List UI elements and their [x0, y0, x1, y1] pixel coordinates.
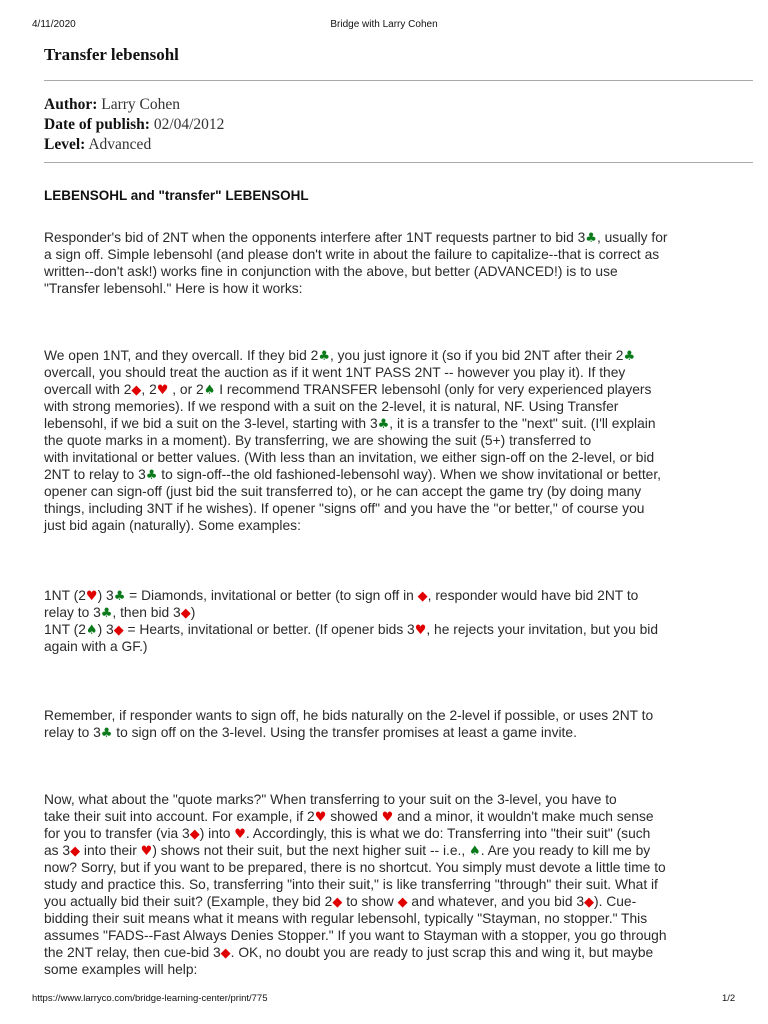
text-line — [44, 246, 756, 263]
text-run: = Hearts, invitational or better. (If opener bids 3 — [123, 622, 415, 637]
text-line — [44, 229, 756, 246]
club-icon: ♣ — [623, 349, 636, 364]
text-line — [44, 944, 756, 961]
text-run: , you just ignore it (so if you bid 2NT after their 2 — [329, 348, 624, 363]
heart-icon: ♥ — [85, 589, 98, 604]
club-icon: ♣ — [145, 468, 158, 483]
text-line — [44, 707, 756, 724]
text-run: to sign off on the 3-level. Using the transfer promises at least a game invite. — [112, 725, 577, 740]
level-value: Advanced — [88, 136, 152, 153]
club-icon: ♣ — [585, 231, 597, 246]
text-run: as 3 — [44, 843, 71, 858]
text-run: , responder would have bid 2NT to — [427, 588, 639, 603]
meta-divider — [44, 162, 753, 163]
text-run: some examples will help: — [44, 962, 198, 977]
spade-icon: ♠ — [469, 844, 481, 859]
text-run: ). Cue- — [594, 894, 637, 909]
text-run: take their suit into account. For example, if 2 — [44, 809, 315, 824]
print-page-title: Bridge with Larry Cohen — [330, 19, 438, 30]
text-line — [44, 500, 756, 517]
text-run: with strong memories). If we respond with a suit on the 2-level, it is natural, NF. Using Transfer — [44, 399, 619, 414]
text-run: , it is a transfer to the "next" suit. (I'll explain — [389, 416, 656, 431]
text-line — [44, 910, 756, 927]
text-run: and a minor, it wouldn't make much sense — [393, 809, 654, 824]
spade-icon: ♠ — [85, 623, 98, 638]
text-run: ) into — [199, 826, 235, 841]
text-run: = Diamonds, invitational or better (to sign off in — [125, 588, 418, 603]
text-line — [44, 364, 756, 381]
diamond-icon: ◆ — [584, 895, 595, 910]
diamond-icon: ◆ — [417, 589, 428, 604]
text-line — [44, 724, 756, 741]
publish-date-value: 02/04/2012 — [153, 116, 225, 133]
diamond-icon: ◆ — [70, 844, 81, 859]
text-run: lebensohl, if we bid a suit on the 3-level, starting with 3 — [44, 416, 378, 431]
text-run: with invitational or better values. (With less than an invitation, we either sign-off on the 2-level, or bid — [44, 450, 655, 465]
text-run: I recommend TRANSFER lebensohl (only for very experienced players — [215, 382, 652, 397]
club-icon: ♣ — [100, 606, 113, 621]
club-icon: ♣ — [100, 726, 113, 741]
text-line — [44, 961, 756, 978]
text-run: 1NT (2 — [44, 622, 86, 637]
text-run: overcall with 2 — [44, 382, 132, 397]
publish-date-line — [44, 115, 224, 135]
text-run: overcall, you should treat the auction as if it went 1NT PASS 2NT -- however you play it). If they — [44, 365, 626, 380]
paragraph-5 — [44, 791, 756, 978]
text-run: the 2NT relay, then cue-bid 3 — [44, 945, 221, 960]
text-line — [44, 432, 756, 449]
text-line — [44, 604, 756, 621]
text-line — [44, 927, 756, 944]
author-label: Author: — [44, 96, 98, 113]
heart-icon: ♥ — [381, 810, 394, 825]
text-run: now? Sorry, but if you want to be prepared, there is no shortcut. You simply must devote a little time to — [44, 860, 666, 875]
text-run: Remember, if responder wants to sign off, he bids naturally on the 2-level if possible, or uses 2NT to — [44, 708, 654, 723]
club-icon: ♣ — [377, 417, 390, 432]
level-label: Level: — [44, 136, 86, 153]
heart-icon: ♥ — [234, 827, 246, 842]
text-run: ) 3 — [97, 622, 114, 637]
print-url: https://www.larryco.com/bridge-learning-center/print/775 — [32, 993, 268, 1004]
paragraph-2 — [44, 347, 756, 534]
text-line — [44, 449, 756, 466]
heart-icon: ♥ — [414, 623, 427, 638]
paragraph-3 — [44, 587, 756, 655]
text-run: relay to 3 — [44, 605, 101, 620]
title-divider — [44, 80, 753, 81]
text-line — [44, 381, 756, 398]
text-run: opener can sign-off (just bid the suit transferred to), or he can accept the game try (by doing many — [44, 484, 642, 499]
text-run: . Accordingly, this is what we do: Transferring into "their suit" (such — [245, 826, 651, 841]
club-icon: ♣ — [113, 589, 126, 604]
text-line — [44, 876, 756, 893]
section-title: LEBENSOHL and "transfer" LEBENSOHL — [44, 188, 309, 203]
text-run: a sign off. Simple lebensohl (and please don't write in about the failure to capitalize--that is correct as — [44, 247, 660, 262]
text-line — [44, 638, 756, 655]
text-line — [44, 517, 756, 534]
text-run: , or 2 — [168, 382, 204, 397]
diamond-icon: ◆ — [180, 606, 191, 621]
text-run: , usually for — [596, 230, 668, 245]
diamond-icon: ◆ — [220, 946, 231, 961]
text-line — [44, 587, 756, 604]
heart-icon: ♥ — [140, 844, 153, 859]
text-line — [44, 398, 756, 415]
spade-icon: ♠ — [203, 383, 216, 398]
text-run: showed — [326, 809, 382, 824]
text-run: ) shows not their suit, but the next higher suit -- i.e., — [152, 843, 470, 858]
author-line — [44, 95, 180, 115]
text-run: to show — [342, 894, 398, 909]
text-run: , he rejects your invitation, but you bid — [426, 622, 659, 637]
text-line — [44, 791, 756, 808]
text-run: again with a GF.) — [44, 639, 148, 654]
paragraph-4 — [44, 707, 756, 741]
text-line — [44, 347, 756, 364]
text-run: , 2 — [141, 382, 157, 397]
text-line — [44, 621, 756, 638]
text-run: relay to 3 — [44, 725, 101, 740]
diamond-icon: ◆ — [113, 623, 124, 638]
text-line — [44, 483, 756, 500]
diamond-icon: ◆ — [131, 383, 142, 398]
text-run: just bid again (naturally). Some examples: — [44, 518, 301, 533]
text-line — [44, 415, 756, 432]
text-run: Now, what about the "quote marks?" When transferring to your suit on the 3-level, you have to — [44, 792, 617, 807]
diamond-icon: ◆ — [332, 895, 343, 910]
text-line — [44, 263, 756, 280]
text-run: to sign-off--the old fashioned-lebensohl way). When we show invitational or better, — [157, 467, 662, 482]
text-run: "Transfer lebensohl." Here is how it works: — [44, 281, 303, 296]
text-line — [44, 466, 756, 483]
text-run: into their — [80, 843, 141, 858]
text-run: ) 3 — [97, 588, 114, 603]
publish-date-label: Date of publish: — [44, 116, 150, 133]
text-run: We open 1NT, and they overcall. If they bid 2 — [44, 348, 319, 363]
diamond-icon: ◆ — [189, 827, 200, 842]
text-line — [44, 859, 756, 876]
text-run: you actually bid their suit? (Example, they bid 2 — [44, 894, 333, 909]
text-run: study and practice this. So, transferring "into their suit," is like transferring "through" their suit. What if — [44, 877, 658, 892]
text-run: Responder's bid of 2NT when the opponents interfere after 1NT requests partner to bid 3 — [44, 230, 586, 245]
level-line — [44, 135, 151, 155]
text-run: ) — [190, 605, 196, 620]
print-date: 4/11/2020 — [32, 19, 76, 30]
text-run: assumes "FADS--Fast Always Denies Stopper." If you want to Stayman with a stopper, you go through — [44, 928, 667, 943]
text-run: and whatever, and you bid 3 — [407, 894, 585, 909]
author-value: Larry Cohen — [101, 96, 181, 113]
text-run: 2NT to relay to 3 — [44, 467, 146, 482]
text-run: for you to transfer (via 3 — [44, 826, 190, 841]
text-line — [44, 280, 756, 297]
text-line — [44, 825, 756, 842]
text-line — [44, 808, 756, 825]
text-line — [44, 893, 756, 910]
text-run: 1NT (2 — [44, 588, 86, 603]
text-run: . Are you ready to kill me by — [480, 843, 651, 858]
text-run: . OK, no doubt you are ready to just scrap this and wing it, but maybe — [230, 945, 654, 960]
article-title: Transfer lebensohl — [44, 45, 179, 64]
text-run: , then bid 3 — [112, 605, 181, 620]
diamond-icon: ◆ — [397, 895, 408, 910]
text-run: things, including 3NT if he wishes). If opener "signs off" and you have the "or better," of course you — [44, 501, 645, 516]
text-line — [44, 842, 756, 859]
text-run: bidding their suit means what it means with regular lebensohl, typically "Stayman, no stopper." This — [44, 911, 648, 926]
club-icon: ♣ — [318, 349, 330, 364]
page-number: 1/2 — [722, 993, 736, 1004]
text-run: the quote marks in a moment). By transferring, we are showing the suit (5+) transferred to — [44, 433, 592, 448]
text-run: written--don't ask!) works fine in conjunction with the above, but better (ADVANCED!) is to use — [44, 264, 618, 279]
paragraph-1 — [44, 229, 756, 297]
heart-icon: ♥ — [156, 383, 169, 398]
heart-icon: ♥ — [314, 810, 327, 825]
